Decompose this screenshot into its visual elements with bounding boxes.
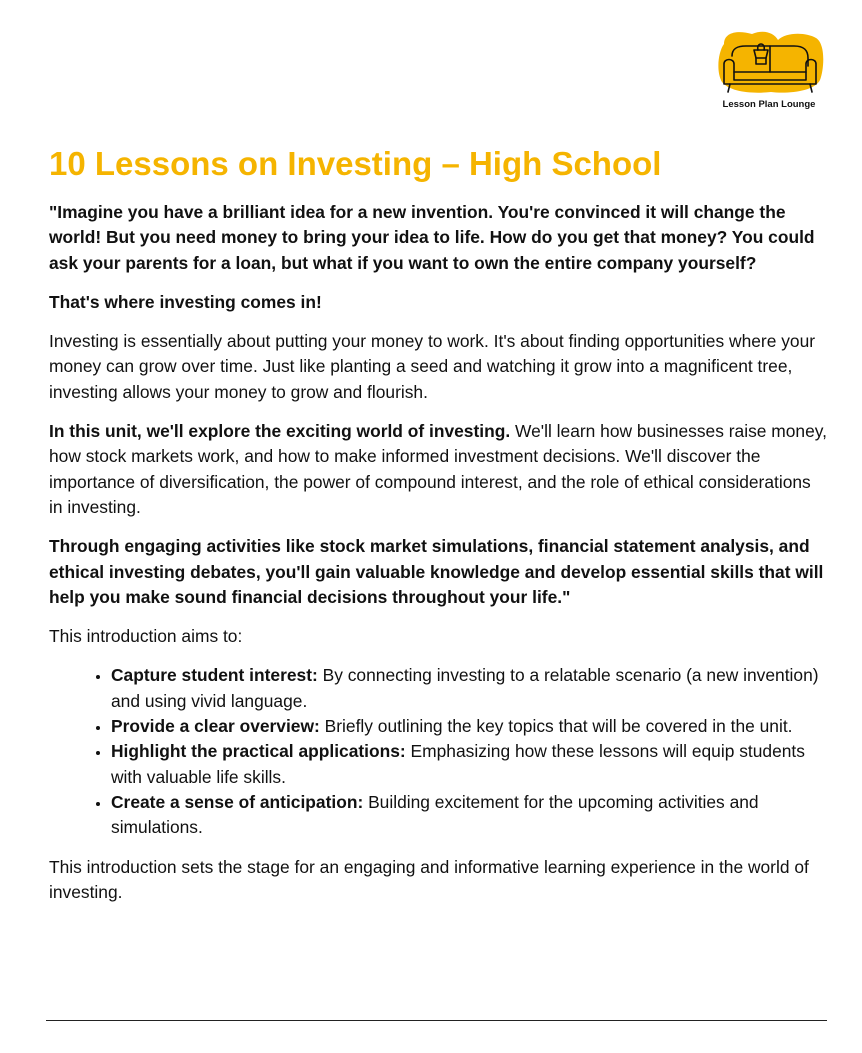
document-body [49, 144, 829, 919]
aim-text: By connecting investing to a relatable scenario (a new invention) and using vivid language. [111, 665, 819, 711]
intro-paragraph: "Imagine you have a brilliant idea for a new invention. You're convinced it will change the world! But you need money to bring your idea to life. How do you get that money? You could ask your parents for a loan, but what if you want to own the entire company yourself? [49, 202, 815, 273]
closing-paragraph: This introduction sets the stage for an engaging and informative learning experience in the world of investing. [49, 856, 809, 902]
aim-label: Provide a clear overview: [111, 716, 320, 737]
list-item [111, 790, 829, 841]
unit-overview-lead: In this unit, we'll explore the exciting world of investing. [49, 421, 511, 442]
aim-label: Capture student interest: [111, 665, 318, 686]
investing-hook: That's where investing comes in! [49, 291, 322, 312]
page-title: 10 Lessons on Investing – High School [49, 145, 662, 182]
brand-name: Lesson Plan Lounge [722, 99, 816, 110]
aims-list [49, 663, 829, 840]
aims-intro: This introduction aims to: [49, 626, 243, 647]
sofa-icon [716, 30, 826, 98]
aim-text: Briefly outlining the key topics that will be covered in the unit. [319, 716, 793, 737]
aim-label: Create a sense of anticipation: [111, 791, 364, 812]
list-item [111, 739, 829, 790]
list-item [111, 714, 829, 739]
aim-text: Building excitement for the upcoming activities and simulations. [111, 791, 759, 838]
aim-text: Emphasizing how these lessons will equip students with valuable life skills. [111, 741, 805, 787]
unit-overview-body: We'll learn how businesses raise money, how stock markets work, and how to make informed investment decisions. We'll discover the importance of diversification, the power of compound interest, and the role of ethical considerations in investing. [49, 421, 828, 517]
unit-overview [49, 419, 829, 520]
footer-divider [46, 1020, 827, 1021]
activities-paragraph: Through engaging activities like stock market simulations, financial statement analysis, and ethical investing debates, you'll gain valuable knowledge and develop essential skills that will help you make sound financial decisions throughout your life." [49, 536, 824, 607]
aim-label: Highlight the practical applications: [111, 741, 406, 762]
list-item [111, 663, 829, 714]
brand-logo [716, 30, 826, 116]
investing-definition: Investing is essentially about putting your money to work. It's about finding opportunities where your money can grow over time. Just like planting a seed and watching it grow into a magnificent tree, investing allows your money to grow and flourish. [49, 331, 816, 402]
